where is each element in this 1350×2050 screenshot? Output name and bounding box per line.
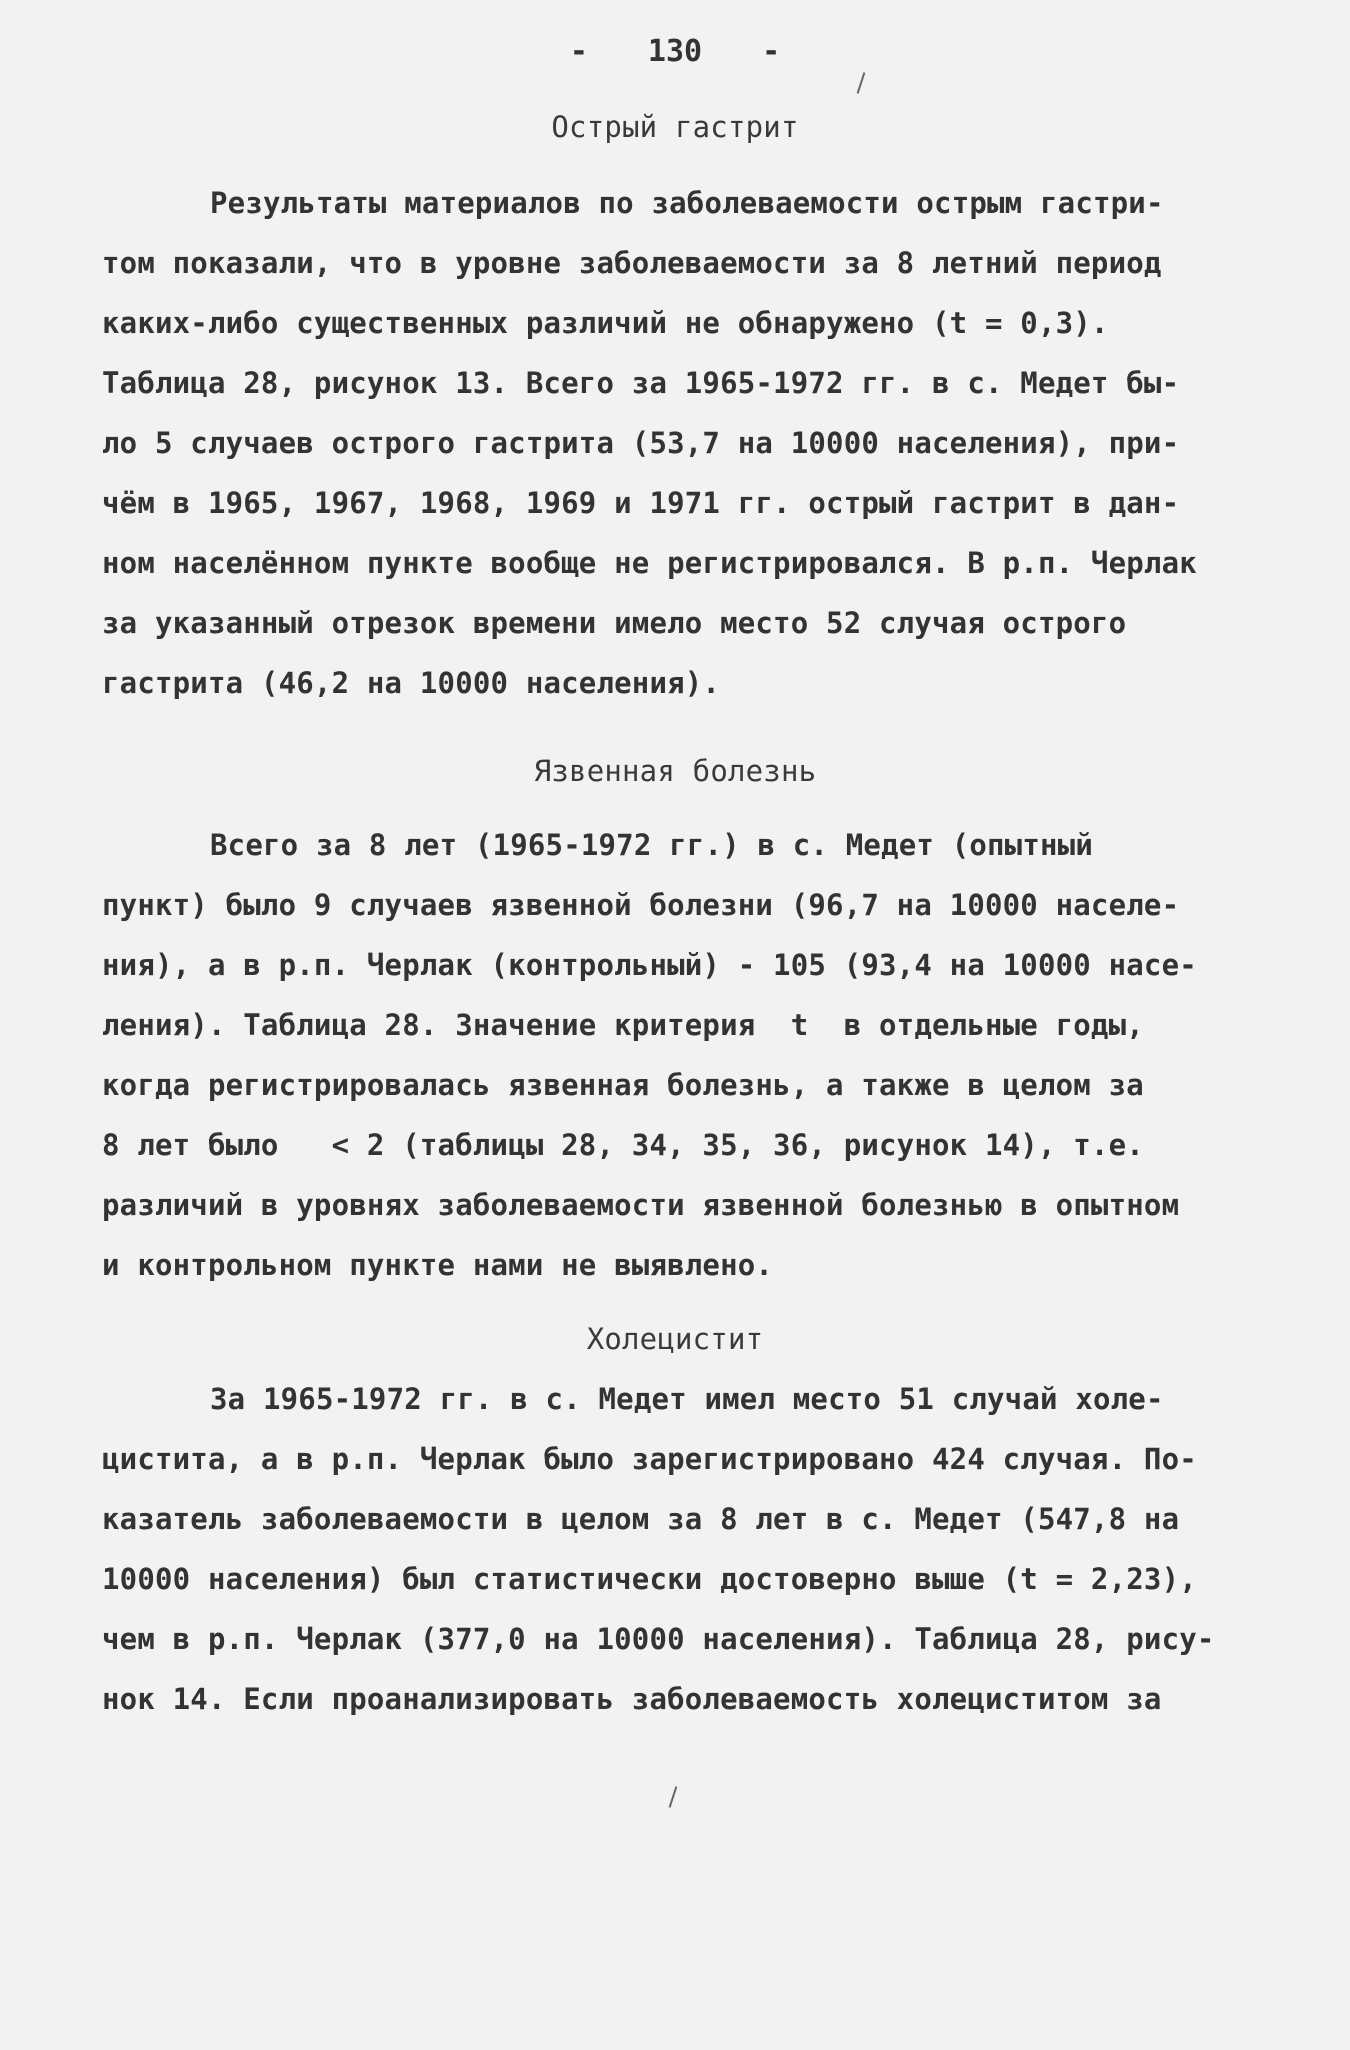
page-number	[0, 34, 1350, 69]
paragraph-line: и контрольном пункте нами не выявлено.	[102, 1248, 774, 1282]
page-number-dash-right: -	[762, 34, 781, 69]
paragraph-line: 10000 населения) был статистически достоверно выше (t = 2,23),	[102, 1562, 1197, 1596]
page-number-value: 130	[647, 34, 703, 69]
paragraph-line: том показали, что в уровне заболеваемости за 8 летний период	[102, 246, 1162, 280]
section-heading-peptic-ulcer: Язвенная болезнь	[533, 754, 817, 788]
section-heading-acute-gastritis: Острый гастрит	[551, 110, 799, 144]
paragraph-line: гастрита (46,2 на 10000 населения).	[102, 666, 721, 700]
paragraph-line: Таблица 28, рисунок 13. Всего за 1965-1972 гг. в с. Медет бы-	[102, 366, 1180, 400]
paragraph-line: когда регистрировалась язвенная болезнь, а также в целом за	[102, 1068, 1144, 1102]
paragraph-line: 8 лет было < 2 (таблицы 28, 34, 35, 36, рисунок 14), т.е.	[102, 1128, 1144, 1162]
section-heading-cholecystitis: Холецистит	[586, 1322, 764, 1356]
paragraph-line: ном населённом пункте вообще не регистрировался. В р.п. Черлак	[102, 546, 1197, 580]
paragraph-line: цистита, а в р.п. Черлак было зарегистрировано 424 случая. По-	[102, 1442, 1197, 1476]
paragraph-line: чем в р.п. Черлак (377,0 на 10000 населения). Таблица 28, рису-	[102, 1622, 1215, 1656]
paragraph-line: нок 14. Если проанализировать заболеваемость холециститом за	[102, 1682, 1162, 1716]
paragraph-line: чём в 1965, 1967, 1968, 1969 и 1971 гг. острый гастрит в дан-	[102, 486, 1180, 520]
paragraph-line: Всего за 8 лет (1965-1972 гг.) в с. Медет (опытный	[210, 828, 1093, 862]
paragraph-line: казатель заболеваемости в целом за 8 лет в с. Медет (547,8 на	[102, 1502, 1180, 1536]
paragraph-line: ния), а в р.п. Черлак (контрольный) - 105 (93,4 на 10000 насе-	[102, 948, 1197, 982]
paragraph-line: За 1965-1972 гг. в с. Медет имел место 51 случай холе-	[210, 1382, 1164, 1416]
paragraph-line: каких-либо существенных различий не обнаружено (t = 0,3).	[102, 306, 1109, 340]
scan-mark	[857, 72, 866, 94]
paragraph-line: пункт) было 9 случаев язвенной болезни (96,7 на 10000 населе-	[102, 888, 1180, 922]
paragraph-line: различий в уровнях заболеваемости язвенной болезнью в опытном	[102, 1188, 1180, 1222]
paragraph-line: ло 5 случаев острого гастрита (53,7 на 10000 населения), при-	[102, 426, 1180, 460]
paragraph-line: за указанный отрезок времени имело место 52 случая острого	[102, 606, 1127, 640]
paragraph-line: ления). Таблица 28. Значение критерия t в отдельные годы,	[102, 1008, 1144, 1042]
scan-mark	[669, 1786, 678, 1808]
page-number-dash-left: -	[569, 34, 588, 69]
paragraph-line: Результаты материалов по заболеваемости острым гастри-	[210, 186, 1164, 220]
